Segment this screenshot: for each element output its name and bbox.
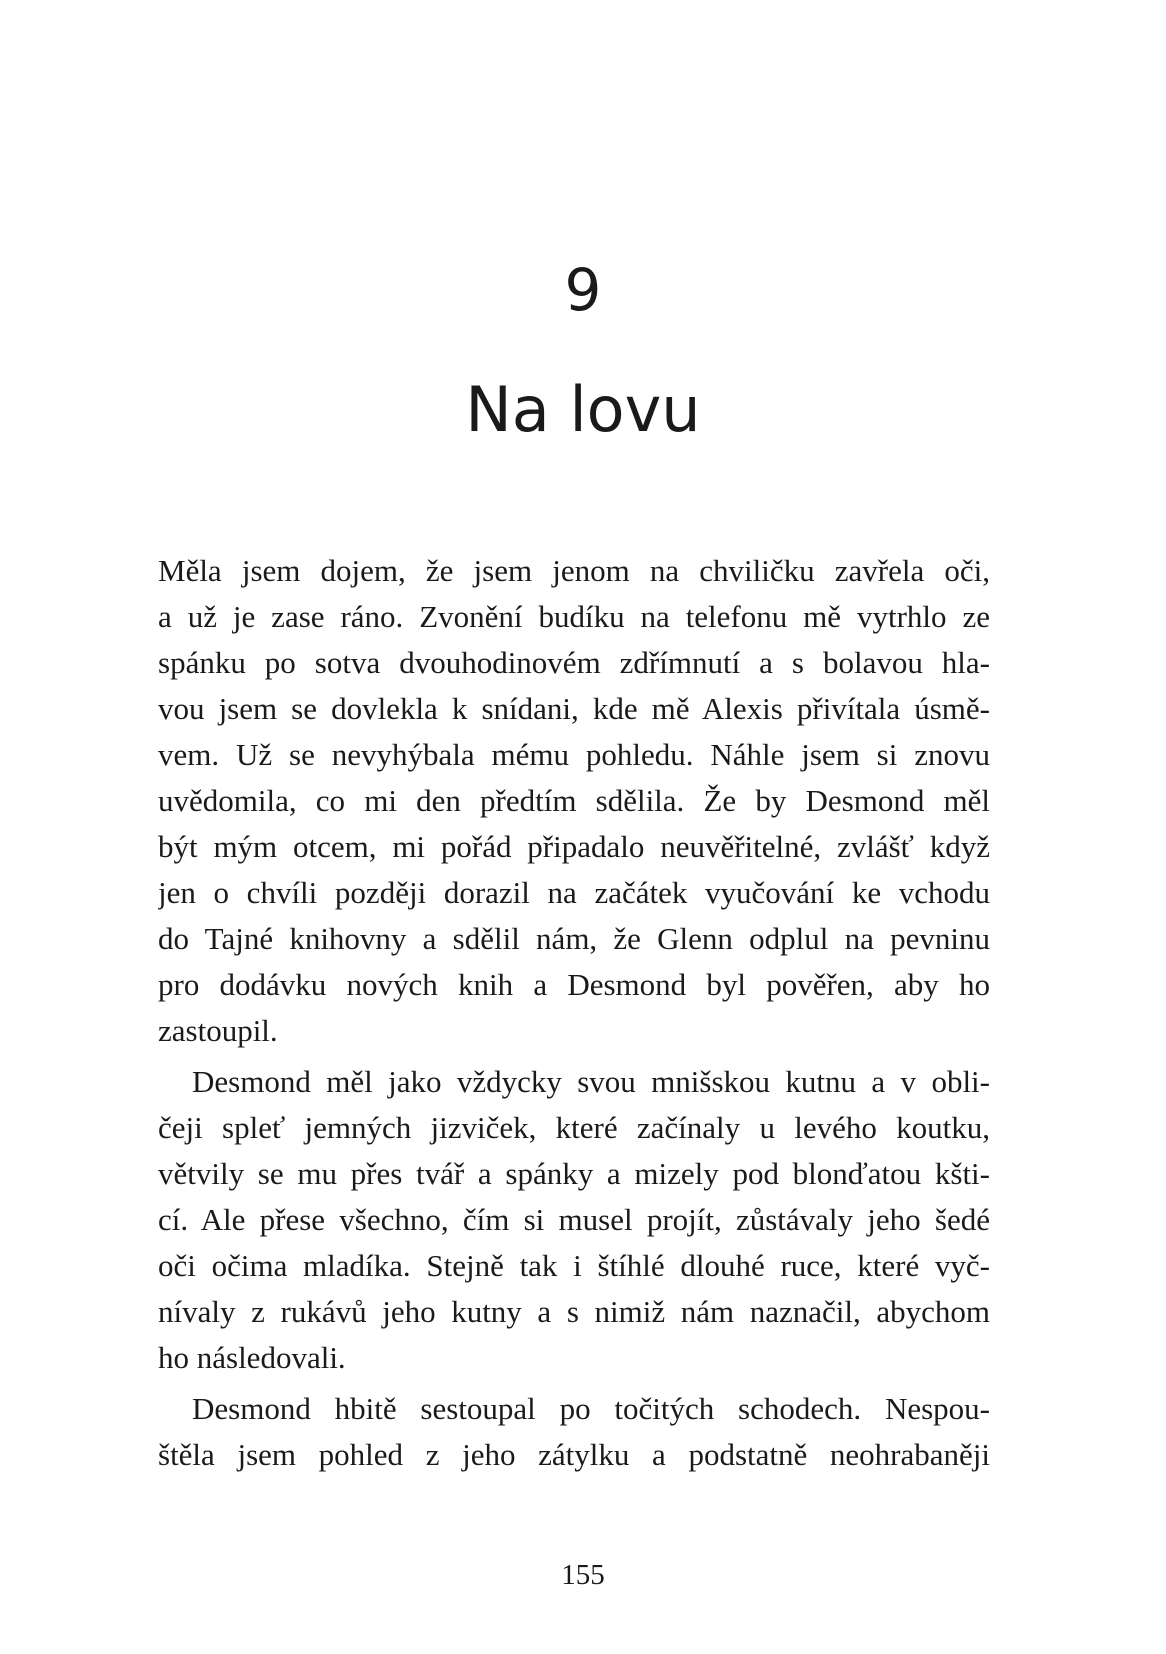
chapter-title: Na lovu — [465, 373, 701, 446]
text-line: pro dodávku nových knih a Desmond byl pověřen, aby ho — [158, 967, 990, 1002]
text-line: Desmond měl jako vždycky svou mnišskou kutnu a v obli- — [192, 1064, 990, 1099]
text-line: čeji spleť jemných jizviček, které začínaly u levého koutku, — [158, 1110, 990, 1145]
text-line: a už je zase ráno. Zvonění budíku na telefonu mě vytrhlo ze — [158, 599, 990, 634]
text-line: Desmond hbitě sestoupal po točitých schodech. Nespou- — [192, 1391, 990, 1426]
text-line: Měla jsem dojem, že jsem jenom na chviličku zavřela oči, — [158, 553, 990, 588]
paragraph-3 — [158, 1386, 990, 1478]
text-line: uvědomila, co mi den předtím sdělila. Že by Desmond měl — [158, 783, 990, 818]
text-line: ho následovali. — [158, 1340, 346, 1375]
text-line: do Tajné knihovny a sdělil nám, že Glenn odplul na pevninu — [158, 921, 990, 956]
text-line: cí. Ale přese všechno, čím si musel projít, zůstávaly jeho šedé — [158, 1202, 990, 1237]
text-line: nívaly z rukávů jeho kutny a s nimiž nám naznačil, abychom — [158, 1294, 990, 1329]
text-body — [158, 548, 990, 1478]
text-line: zastoupil. — [158, 1013, 278, 1048]
text-line: vou jsem se dovlekla k snídani, kde mě Alexis přivítala úsmě- — [158, 691, 990, 726]
chapter-number: 9 — [564, 256, 602, 324]
paragraph-2 — [158, 1059, 990, 1381]
text-line: spánku po sotva dvouhodinovém zdřímnutí a s bolavou hla- — [158, 645, 990, 680]
text-line: štěla jsem pohled z jeho zátylku a podstatně neohrabaněji — [158, 1437, 990, 1472]
text-line: oči očima mladíka. Stejně tak i štíhlé dlouhé ruce, které vyč- — [158, 1248, 990, 1283]
page-number: 155 — [561, 1559, 605, 1591]
text-line: být mým otcem, mi pořád připadalo neuvěřitelné, zvlášť když — [158, 829, 990, 864]
text-line: větvily se mu přes tvář a spánky a mizely pod blonďatou kšti- — [158, 1156, 990, 1191]
paragraph-1 — [158, 548, 990, 1054]
text-line: vem. Už se nevyhýbala mému pohledu. Náhle jsem si znovu — [158, 737, 990, 772]
text-line: jen o chvíli později dorazil na začátek vyučování ke vchodu — [158, 875, 990, 910]
